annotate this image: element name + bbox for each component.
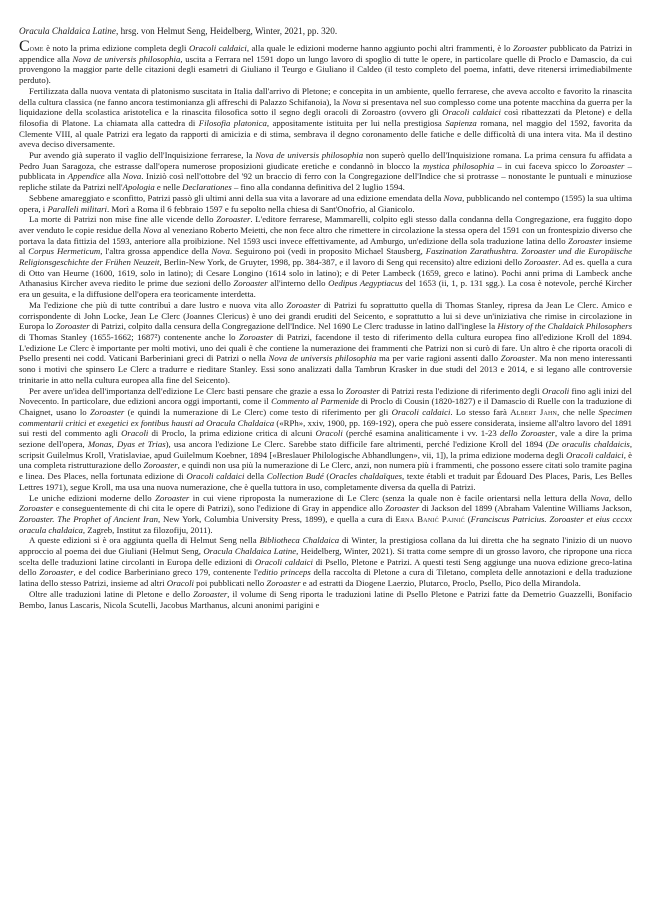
text-run: . L'editore ferrarese, Mammarelli, colpito egli stesso dalla condanna della Congregazione, era fuggito dopo aver venduto le copie residue della (19, 214, 632, 235)
text-run: («RPh», xxiv, 1900, pp. 169-192), opera che può essere considerata, insieme all'altro lavoro del 1891 sui resti del commento agli (19, 417, 632, 439)
text-run: poi pubblicati nello (193, 578, 267, 589)
text-run: ( (323, 471, 330, 482)
text-run: così ribattezzati da Pletone) e della filosofia di Platone. La chiamata alla cattedra di (19, 107, 632, 128)
text-run: , Berlin-New York, de Gruyter, 1998, pp. 384-387, e il lavoro di Seng qui recensito) altre edizioni dello (159, 257, 525, 268)
text-run: di Patrizi, facendone il testo di riferimento della cultura europea fino all'edizione Kroll del 1894. L'edizione Le Clerc è importante per molti motivi, uno dei quali è che contiene la numerazione dei frammenti che Patrizi non si curò di fare. Un altro è che riporta oracoli di Psello presenti nei codd. Vaticani Barberiniani greci di Patrizi o nella (19, 331, 632, 364)
text-run: , alla quale le edizioni moderne hanno aggiunto pochi altri frammenti, è lo (246, 43, 513, 53)
italic-text: Sapienza (445, 117, 477, 128)
italic-text: Zoroaster (524, 257, 559, 268)
text-run: ), usa ancora l'edizione Le Clerc. Sarebbe stato difficile fare altrimenti, perché l'edizione Kroll del 1894 ( (165, 439, 549, 450)
italic-text: Appendice (67, 171, 105, 182)
text-run: ) contenente anche lo (157, 331, 239, 342)
italic-text: Nova (143, 224, 162, 235)
text-run: , il volume di Seng riporta le traduzioni latine di Psello Pletone e Patrizi fatte da Demetrio Guazzelli, Bonifacio Bembo, Ianus Lascaris, Nicola Scutelli, Jacobus Marthanus, alcuni anonimi parigini e (19, 588, 632, 610)
book-citation: , hrsg. von Helmut Seng, Heidelberg, Winter, 2021, pp. 320. (115, 26, 338, 36)
italic-text: Zoroaster (500, 353, 535, 364)
italic-text: Zoroaster (143, 460, 178, 471)
text-run: La morte di Patrizi non mise fine alle vicende dello (29, 214, 217, 225)
text-run: di Patrizi fu soprattutto quella di Thomas Stanley, ripresa da Jean Le Clerc. Amico e corrispondente di John Locke, Jean Le Clerc (Joannes Clericus) è uno dei grandi eruditi del Seicento, e soprattutto a lui si deve un'iniziativa che rimise in circolazione in Europa lo (19, 299, 632, 332)
text-run: , uscita a Ferrara nel 1591 dopo un lungo lavoro di spoglio di tutte le opere, in particolare quelle di Proclo e Damascio, da cui provengono la maggior parte delle citazioni degli esametri di Giuliano il Teurgo e Giuliano il Caldeo (il testo completo del poema, infatti, deve ritenersi irrimediabilmente perduto). (19, 53, 632, 86)
italic-text: Oracoli (121, 428, 149, 439)
body-paragraph (19, 193, 632, 214)
text-run: e conseguentemente di chi cita le opere di Patrizi), sono l'edizione di Gray in appendice allo (53, 503, 386, 514)
text-run: A queste edizioni si è ora aggiunta quella di Helmut Seng nella (29, 535, 260, 546)
italic-text: Franciscus Patricius. Zoroaster et eius cccxx oracula chaldaica (19, 513, 632, 535)
italic-text: Zoroaster. The Prophet of Ancient Iran (19, 513, 159, 524)
body-paragraph (19, 589, 632, 610)
text-run: – pubblicata in (19, 160, 632, 182)
italic-text: Zoroaster (568, 235, 603, 246)
italic-text: Oracoli caldaici (188, 43, 247, 53)
italic-text: Zoroaster (590, 160, 625, 171)
text-run: – in cui faceva spicco lo (494, 160, 591, 171)
italic-text: Nova (443, 192, 463, 203)
italic-text: Collection Budé (266, 471, 324, 482)
italic-text: Nova de universis philosophia (72, 53, 181, 64)
text-run: Pur avendo già superato il vaglio dell'Inquisizione ferrarese, la (29, 150, 256, 161)
text-run: di Psello, Pletone e Patrizi. A questi testi Seng aggiunge una nuova edizione greco-latina dello (19, 556, 633, 578)
text-run: fino agli inizi del Novecento. In particolare, due edizioni ancora oggi importanti, come il (19, 385, 632, 407)
text-run: , dello (608, 492, 632, 503)
text-run: , che nelle (557, 406, 599, 417)
text-run: romana, nel maggio del 1592, favorita da Clemente VIII, al quale Patrizi era legato da rapporti di amicizia e di stima, sembrava il degno coronamento delle fatiche e delle difficoltà di una intera vita. Ma il destino aveva deciso diversamente. (19, 117, 633, 150)
text-run: ( (464, 513, 471, 524)
italic-text: Zoroaster (90, 406, 125, 417)
italic-text: Oracles chaldaïques (329, 471, 402, 482)
small-caps-text: Erna Banić Pajnić (395, 513, 465, 524)
italic-text: Nova (342, 96, 361, 107)
italic-text: Zoroaster (266, 578, 301, 589)
italic-text: Oedipus Aegyptiacus (328, 278, 403, 289)
text-run: , e quindi non usa più la numerazione di Le Clerc, anzi, non numera più i frammenti, che possono essere citati solo tramite pagina e linea. Des Places, nella fortunata edizione di (19, 460, 633, 482)
review-body (19, 38, 633, 610)
text-run: , pubblicando nel contempo (1595) la sua ultima opera, i (19, 192, 632, 214)
text-run: , Heidelberg, Winter, 2021). Si tratta come sempre di un grosso lavoro, che ripropone una ricca scelta delle traduzioni latine circolanti in Europa delle edizioni di (19, 546, 632, 567)
body-paragraph (19, 493, 632, 536)
italic-text: Declarationes (182, 182, 232, 193)
italic-text: Specimen commentarii critici et exegetici ex fontibus hausti ad Oracula Chaldaica (19, 406, 632, 428)
text-run: , New York, Columbia University Press, 1899), e quella a cura di (158, 513, 396, 524)
italic-text: Nova de universis philosophia (255, 150, 364, 161)
italic-text: editio princeps (257, 567, 311, 578)
italic-text: Zoroaster (385, 503, 420, 514)
text-run: . Lo stesso farà (450, 406, 511, 417)
body-paragraph (19, 214, 632, 300)
text-run: è noto la prima edizione completa degli (43, 43, 189, 53)
italic-text: Zoroaster (513, 43, 548, 53)
italic-text: Zoroaster (345, 385, 380, 396)
text-run: . Morì a Roma il 6 febbraio 1597 e fu sepolto nella chiesa di Sant'Onofrio, al Gianicolo. (107, 203, 415, 214)
italic-text: Nova (122, 171, 142, 182)
italic-text: Corpus Hermeticum (28, 246, 101, 257)
text-run: del 1653 (ii, 1, p. 131 sgg.). La cosa è notevole, perché Kircher era un gesuita, e la diffusione dell'opera era teoricamente interdetta. (19, 278, 632, 300)
text-run: , scripsit Guilelmus Kroll, Vratislaviae, apud Guilelmum Koebner, 1894 [«Breslauer Philologische Abhandlungen», vii, 1]), la prima edizione moderna degli (19, 439, 632, 460)
text-run: Oltre alle traduzioni latine di Pletone e dello (29, 588, 194, 599)
italic-text: Oracoli caldaici (391, 406, 451, 417)
text-run: Le uniche edizioni moderne dello (29, 492, 156, 503)
text-run: , è una completa ristrutturazione dello (19, 449, 632, 471)
italic-text: Zoroaster (286, 299, 321, 310)
text-run: della raccolta di Pletone a cura di Tiletano, completa delle annotazioni e della traduzione latina dello stesso Patrizi, insieme ad altri (19, 567, 633, 589)
text-run: della (244, 471, 267, 482)
italic-text: Oracoli caldaici (186, 471, 245, 482)
text-run: – fino alla condanna definitiva del 2 luglio 1594. (231, 182, 405, 193)
text-run: alla (104, 171, 123, 182)
text-run: si presentava nel suo complesso come una potente macchina da guerra per la liquidazione della scolastica aristotelica e la rinascita filosofica sotto il segno degli oracoli di Zoroastro (ovvero gli (19, 96, 633, 118)
text-run: , l'altra grossa appendice della (100, 246, 212, 257)
italic-text: Zoroaster (193, 588, 228, 599)
italic-text: mystica philosophia (422, 160, 495, 171)
text-run: , appositamente istituita per lui nella prestigiosa (266, 117, 446, 128)
italic-text: dello Zoroaster (500, 428, 555, 439)
small-caps-text: Albert Jahn (510, 406, 558, 417)
text-run: ² (154, 331, 158, 342)
italic-text: Commento al Parmenide (271, 396, 359, 407)
italic-text: Oracoli (541, 385, 570, 396)
body-paragraph (19, 150, 632, 193)
italic-text: Nova de universis philosophia (268, 353, 377, 364)
review-header (19, 26, 632, 37)
text-run: di Proclo di Cousin (1820-1827) e il Damascio di Ruelle con la traduzione di Chaignet, usano lo (19, 396, 632, 417)
body-paragraph (19, 535, 632, 589)
text-run: non superò quello dell'Inquisizione romana. La prima censura fu affidata a Pedro Juan Saragoza, che estrasse dall'opera numerose proposizioni giudicate eretiche e condannò in blocco la (19, 150, 632, 171)
body-paragraph (19, 300, 632, 386)
text-run: , vale a dire la prima sezione dell'opera, (19, 428, 633, 450)
book-title: Oracula Chaldaica Latine (19, 26, 116, 36)
italic-text: Zoroaster (216, 214, 251, 225)
text-run: in cui viene riproposta la numerazione di Le Clerc (senza la quale non è facile orientarsi nella lettura della (189, 492, 591, 503)
text-run: Ma l'edizione che più di tutte contribuì a dare lustro e nuova vita allo (29, 299, 287, 310)
italic-text: Bibliotheca Chaldaica (259, 535, 340, 546)
italic-text: Zoroaster (239, 331, 274, 342)
text-run: pubblicato da Patrizi in appendice alla (19, 43, 633, 64)
text-run: . Ma non meno interessanti sono i motivi che spinsero Le Clerc a tradurre e rieditare Stanley. Essi sono analizzati dalla Tambrun Krasker in due studi del 2013 e 2014, e si legano alle controversie trinitarie in atto nella cultura europea alla fine del Seicento). (19, 353, 633, 385)
italic-text: Monas, Dyas et Trias (87, 439, 166, 450)
text-run: . Iniziò così nell'ottobre del '92 un braccio di ferro con la Congregazione dell'Indice che si protrasse – nonostante le puntuali e minuziose repliche stilate da Patrizi nell' (19, 171, 632, 193)
text-run: (perché esamina analiticamente i vv. 1-23 (342, 428, 501, 439)
small-caps-text: ome (29, 43, 44, 53)
italic-text: Zoroaster (55, 321, 90, 332)
text-run: Per avere un'idea dell'importanza dell'edizione Le Clerc basti pensare che grazie a essa lo (29, 385, 346, 396)
italic-text: Filosofia platonica (198, 117, 267, 128)
italic-text: Nova (211, 246, 230, 257)
text-run: di Jackson del 1899 (Abraham Valentine Williams Jackson, (419, 503, 632, 514)
text-run: . Ad es. quella a cura di Otto van Heurne (1600, 1619, solo in latino); di Cesare Longino (1614 solo in latino); e di Peter Lambeck (1659, greco e latino). Pochi anni prima di Lambeck anche Athanasius Kircher aveva riedito le prime due sezioni dello (19, 257, 633, 289)
body-paragraph (19, 38, 633, 86)
italic-text: Oracoli (166, 578, 194, 589)
text-run: di Winter, la prestigiosa collana da lui diretta che ha segnato l'inizio di un nuovo approccio al poema dei due Giuliani (Helmut Seng, (19, 535, 632, 557)
body-paragraph (19, 386, 632, 493)
italic-text: Oracoli caldaici (566, 449, 624, 460)
text-run: di Thomas Stanley (1655-1662; 1687 (19, 331, 155, 342)
italic-text: Oracoli (315, 428, 343, 439)
text-run: , texte établi et traduit par Édouard Des Places, Paris, Les Belles Lettres 1971), segue Kroll, ma usa una nuova numerazione, che è quella tuttora in uso, completamente diversa da quella di Patrizi. (19, 471, 632, 492)
text-run: . Seguirono poi (vedi in proposito Michael Stausberg, (229, 246, 426, 257)
initial-letter: C (19, 38, 30, 55)
text-run: , Zagreb, Institut za filozofiju, 2011). (82, 524, 213, 535)
text-run: insieme al (19, 235, 633, 257)
italic-text: Oracoli caldaici (442, 107, 501, 118)
italic-text: Zoroaster (19, 503, 54, 514)
italic-text: Paralleli militari (47, 203, 107, 214)
body-paragraph (19, 86, 632, 150)
text-run: di Patrizi, colpito dalla censura della Congregazione dell'Indice. Nel 1690 Le Clerc tradusse in latino dall'inglese la (89, 321, 498, 332)
italic-text: Nova (590, 492, 609, 503)
italic-text: History of the Chaldaick Philosophers (497, 321, 632, 332)
text-run: di Patrizi resta l'edizione di riferimento degli (379, 385, 542, 396)
text-run: (e quindi la numerazione di Le Clerc) come testo di riferimento per gli (124, 406, 392, 417)
text-run: e ad estratti da Diogene Laerzio, Plutarco, Proclo, Psello, Pico della Mirandola. (300, 578, 581, 589)
text-run: , e del codice Barberiniano greco 179, contenente l' (73, 567, 258, 578)
text-run: Fertilizzata dalla nuova ventata di platonismo suscitata in Italia dall'arrivo di Pletone; e concepita in un ambiente, quello ferrarese, che aveva accolto e favorito la rinascita della cultura classica (ne fanno ancora testimonianza gli affreschi di Palazzo Schifanoia), la (19, 85, 632, 107)
text-run: ma per varie ragioni assenti dallo (376, 353, 501, 364)
text-run: Sebbene amareggiato e sconfitto, Patrizi passò gli ultimi anni della sua vita a lavorare ad una edizione emendata della (29, 192, 444, 203)
italic-text: De oraculis chaldaicis (548, 439, 630, 450)
italic-text: Zoroaster (39, 567, 74, 578)
italic-text: Faszination Zarathushtra. Zoroaster und die Europäische Religionsgeschichte der Frühen Neuzeit (19, 246, 632, 268)
text-run: all'interno dello (267, 278, 329, 289)
text-run: al veneziano Roberto Meietti, che non fece altro che rimettere in circolazione la stessa opera del 1591 con un frontespizio diverso che portava la data fittizia del 1593, anteriore alla proibizione. Nel 1593 usci invece effettivamente, ad Amburgo, un'edizione della sola traduzione latina dello (19, 224, 633, 246)
italic-text: Zoroaster (155, 492, 190, 503)
italic-text: Zoroaster (233, 278, 268, 289)
text-run: e nelle (154, 182, 183, 193)
italic-text: Apologia (122, 182, 155, 193)
italic-text: Oracula Chaldaica Latine (203, 546, 297, 557)
italic-text: Oracoli caldaici (254, 556, 313, 567)
text-run: di Proclo, la prima edizione critica di alcuni (148, 428, 316, 439)
